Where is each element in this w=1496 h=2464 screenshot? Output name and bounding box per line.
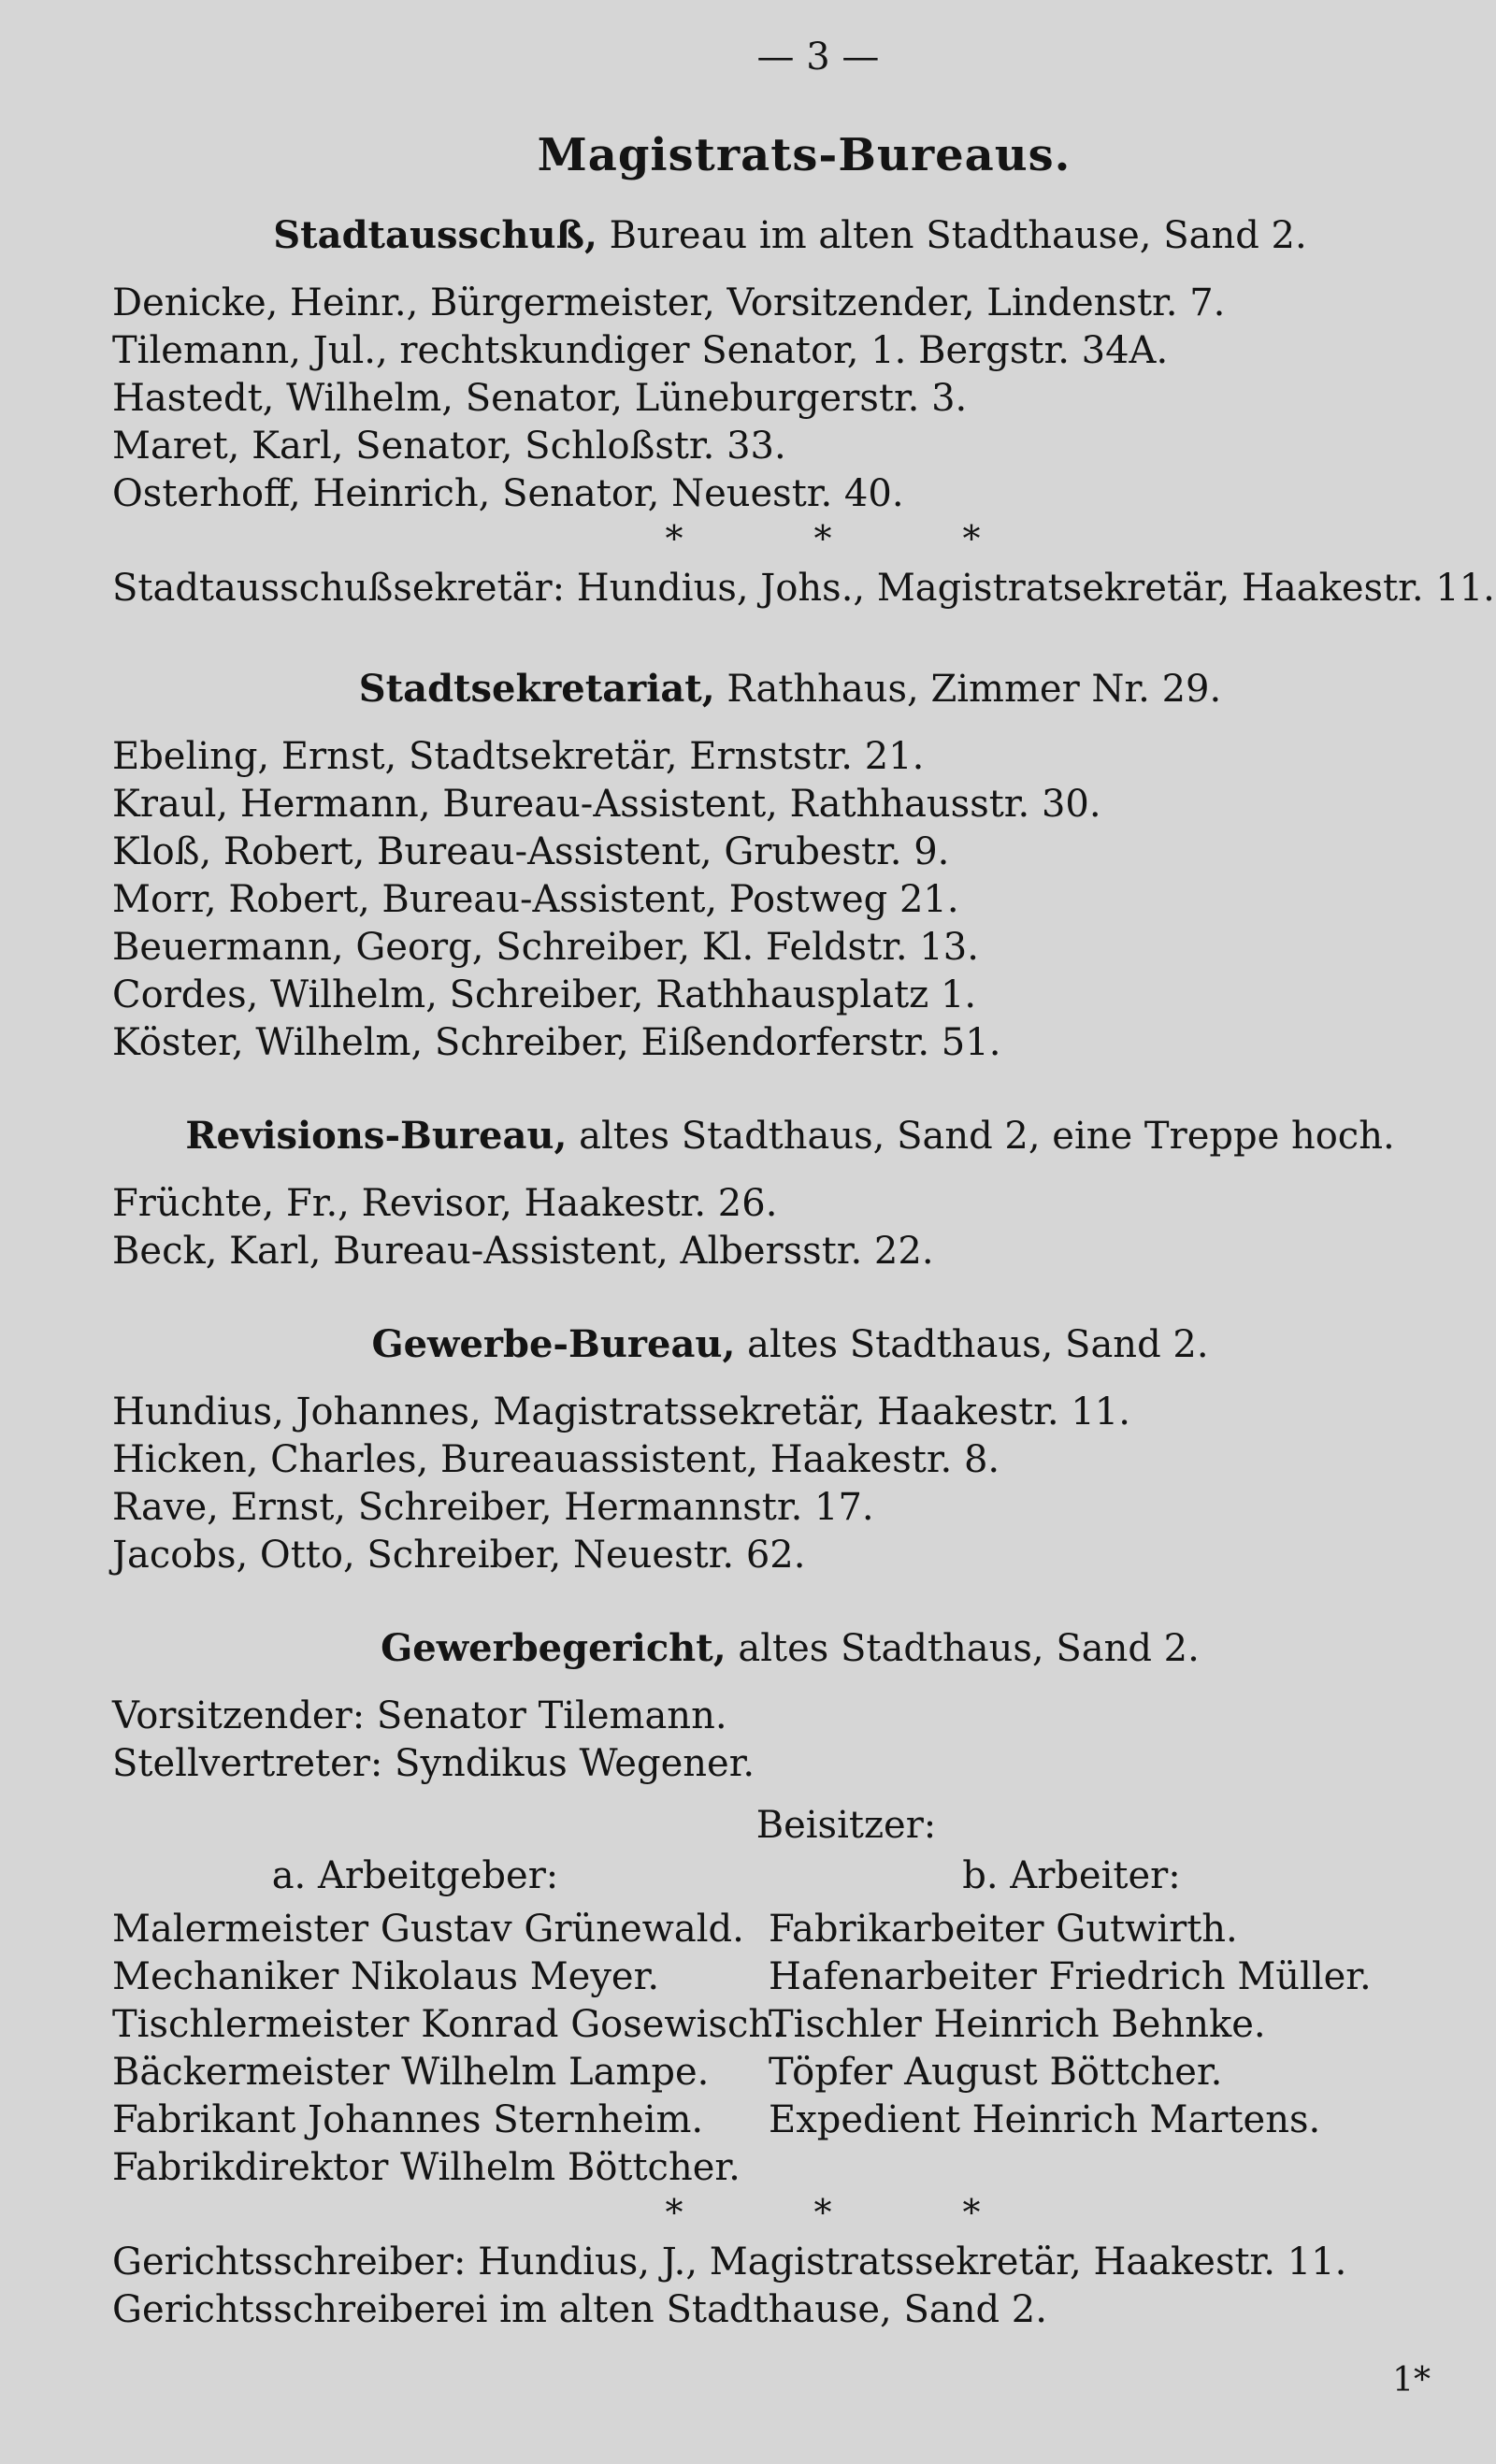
list-item: Bäckermeister Wilhelm Lampe. (112, 2051, 710, 2094)
entry-list (112, 1693, 1431, 1788)
list-item: Fabrikdirektor Wilhelm Böttcher. (112, 2146, 741, 2189)
section-location: Rathhaus, Zimmer Nr. 29. (726, 668, 1222, 711)
section-name: Stadtsekretariat, (358, 667, 715, 711)
list-item: Töpfer August Böttcher. (769, 2051, 1223, 2094)
section-location: Bureau im alten Stadthause, Sand 2. (609, 214, 1307, 257)
list-item: Cordes, Wilhelm, Schreiber, Rathhausplatz 1. (112, 973, 977, 1016)
section-heading-stadtsekretariat (150, 667, 1431, 711)
asterisk: * (665, 518, 683, 559)
list-item: Tischlermeister Konrad Gosewisch. (112, 2003, 784, 2046)
list-item: Fabrikarbeiter Gutwirth. (769, 1908, 1238, 1951)
list-item: Malermeister Gustav Grünewald. (112, 1908, 744, 1951)
beisitzer-columns (112, 1852, 1431, 2192)
list-item: Köster, Wilhelm, Schreiber, Eißendorferstr. 51. (112, 1021, 1001, 1064)
asterisk: * (962, 518, 981, 559)
entry-list (112, 1389, 1431, 1579)
section-heading-revisions-bureau (150, 1114, 1431, 1158)
list-item: Denicke, Heinr., Bürgermeister, Vorsitzender, Lindenstr. 7. (112, 281, 1226, 324)
court-office-line: Gerichtsschreiberei im alten Stadthause, Sand 2. (112, 2288, 1047, 2331)
section-heading-stadtausschuss (150, 213, 1431, 257)
entry-list (112, 733, 1431, 1067)
list-item: Hicken, Charles, Bureauassistent, Haakestr. 8. (112, 1438, 1000, 1481)
section-name: Revisions-Bureau, (185, 1114, 568, 1158)
section-location: altes Stadthaus, Sand 2. (738, 1627, 1200, 1670)
list-item: Ebeling, Ernst, Stadtsekretär, Ernststr. 21. (112, 735, 925, 778)
list-item: Morr, Robert, Bureau-Assistent, Postweg 21. (112, 878, 959, 921)
court-clerk-line: Gerichtsschreiber: Hundius, J., Magistratssekretär, Haakestr. 11. (112, 2241, 1347, 2284)
section-location: altes Stadthaus, Sand 2. (747, 1323, 1209, 1366)
list-item: Osterhoff, Heinrich, Senator, Neuestr. 40. (112, 472, 904, 515)
section-name: Stadtausschuß, (273, 213, 597, 257)
column-arbeitgeber (112, 1852, 784, 2192)
list-item: Maret, Karl, Senator, Schloßstr. 33. (112, 425, 786, 468)
page-title: Magistrats-Bureaus. (537, 129, 1072, 181)
list-item: Beck, Karl, Bureau-Assistent, Albersstr. 22. (112, 1230, 934, 1273)
asterisk: * (665, 2192, 683, 2233)
list-item: Hastedt, Wilhelm, Senator, Lüneburgerstr. 3. (112, 377, 968, 420)
list-item: Früchte, Fr., Revisor, Haakestr. 26. (112, 1182, 778, 1225)
section-heading-gewerbe-bureau (150, 1322, 1431, 1366)
asterism-divider (215, 2194, 1431, 2231)
list-item: Jacobs, Otto, Schreiber, Neuestr. 62. (112, 1534, 806, 1577)
entry-list (112, 280, 1431, 518)
asterisk: * (813, 518, 832, 559)
list-item: Stellvertreter: Syndikus Wegener. (112, 1742, 755, 1785)
asterisk: * (813, 2192, 832, 2233)
list-item: Mechaniker Nikolaus Meyer. (112, 1955, 660, 1998)
list-item: Rave, Ernst, Schreiber, Hermannstr. 17. (112, 1486, 874, 1529)
section-name: Gewerbe-Bureau, (371, 1322, 736, 1366)
list-item: Fabrikant Johannes Sternheim. (112, 2098, 704, 2141)
list-item: Tilemann, Jul., rechtskundiger Senator, 1. Bergstr. 34A. (112, 329, 1169, 372)
list-item: Kloß, Robert, Bureau-Assistent, Grubestr. 9. (112, 830, 950, 873)
list-item: Kraul, Hermann, Bureau-Assistent, Rathhausstr. 30. (112, 783, 1101, 826)
asterisk: * (962, 2192, 981, 2233)
entry-list (112, 1180, 1431, 1275)
list-item: Expedient Heinrich Martens. (769, 2098, 1321, 2141)
column-heading: b. Arbeiter: (962, 1854, 1181, 1897)
signature-mark: 1* (1392, 2361, 1431, 2399)
section-heading-gewerbegericht (150, 1626, 1431, 1670)
column-arbeiter (769, 1852, 1374, 2192)
section-location: altes Stadthaus, Sand 2, eine Treppe hoch. (579, 1115, 1395, 1158)
beisitzer-heading: Beisitzer: (755, 1804, 937, 1847)
list-item: Tischler Heinrich Behnke. (769, 2003, 1266, 2046)
secretary-line: Stadtausschußsekretär: Hundius, Johs., Magistratsekretär, Haakestr. 11. (112, 567, 1495, 610)
page-number: — 3 — (756, 36, 880, 79)
list-item: Beuermann, Georg, Schreiber, Kl. Feldstr. 13. (112, 926, 979, 969)
asterism-divider (215, 520, 1431, 557)
list-item: Hafenarbeiter Friedrich Müller. (769, 1955, 1372, 1998)
column-heading: a. Arbeitgeber: (271, 1854, 559, 1897)
list-item: Vorsitzender: Senator Tilemann. (112, 1694, 727, 1737)
section-name: Gewerbegericht, (381, 1626, 726, 1670)
list-item: Hundius, Johannes, Magistratssekretär, Haakestr. 11. (112, 1391, 1130, 1434)
